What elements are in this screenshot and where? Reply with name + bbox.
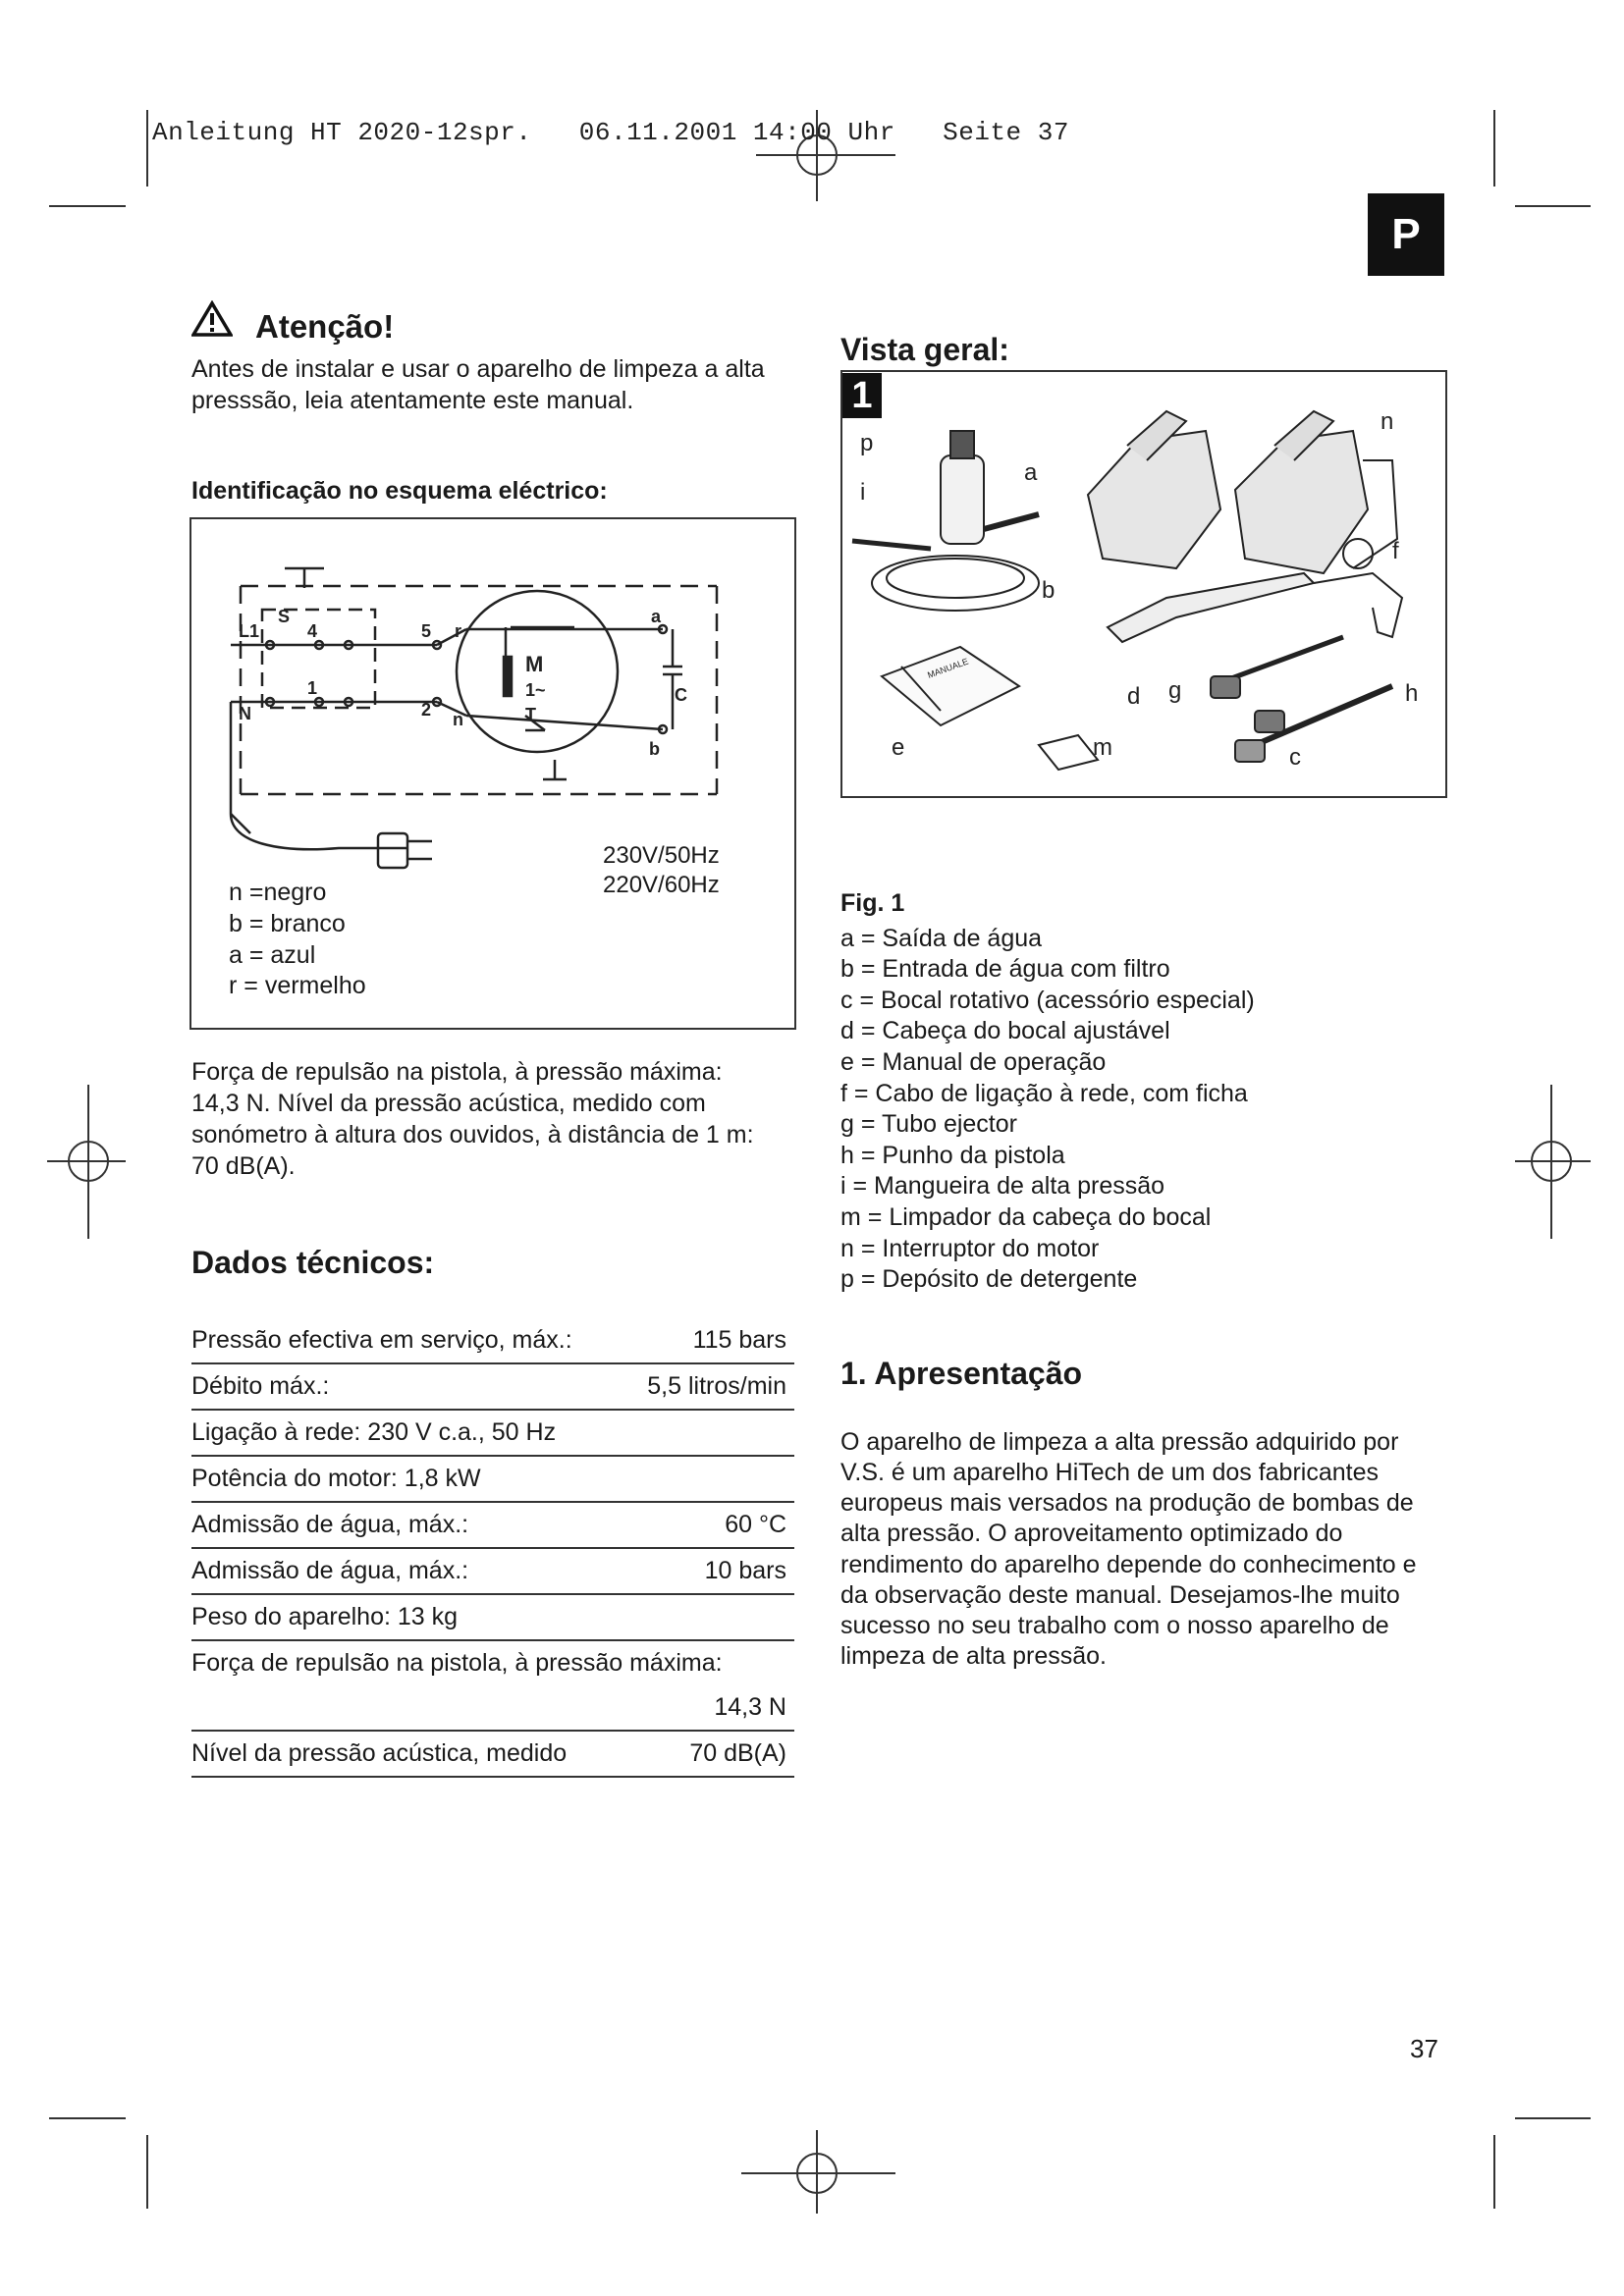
presentation-line-4: rendimento do aparelho depende do conhecimento e <box>840 1551 1417 1578</box>
scheme-label-N: N <box>239 704 251 723</box>
tech-label: Nível da pressão acústica, medido <box>191 1731 626 1777</box>
wire-legend-2: a = azul <box>229 941 316 969</box>
tech-value: 14,3 N <box>626 1685 794 1731</box>
callout-h: h <box>1405 680 1419 707</box>
tech-label: Ligação à rede: 230 V c.a., 50 Hz <box>191 1410 626 1456</box>
presentation-line-7: limpeza de alta pressão. <box>840 1642 1107 1670</box>
tech-label: Peso do aparelho: 13 kg <box>191 1594 626 1640</box>
tech-label: Débito máx.: <box>191 1363 626 1410</box>
scheme-label-b: b <box>649 739 660 759</box>
callout-n: n <box>1380 408 1394 435</box>
legend-item-h: h = Punho da pistola <box>840 1142 1065 1169</box>
legend-item-p: p = Depósito de detergente <box>840 1265 1138 1293</box>
presentation-line-0: O aparelho de limpeza a alta pressão adquirido por <box>840 1428 1399 1456</box>
legend-item-a: a = Saída de água <box>840 925 1043 952</box>
scheme-label-2: 2 <box>421 700 432 720</box>
tech-heading: Dados técnicos: <box>191 1245 435 1280</box>
table-row <box>191 1548 794 1594</box>
repulsion-line-0: Força de repulsão na pistola, à pressão máxima: <box>191 1058 723 1086</box>
voltage-1: 230V/50Hz <box>603 842 720 869</box>
scheme-label-s: S <box>278 607 291 626</box>
fig-legend-title: Fig. 1 <box>840 889 905 917</box>
table-row <box>191 1640 794 1685</box>
table-row <box>191 1594 794 1640</box>
tech-value <box>626 1410 794 1456</box>
scheme-label-4: 4 <box>307 621 318 641</box>
legend-item-i: i = Mangueira de alta pressão <box>840 1172 1165 1200</box>
scheme-label-motor: M <box>525 652 544 676</box>
scheme-heading: Identificação no esquema eléctrico: <box>191 477 608 505</box>
warning-triangle-icon <box>191 300 233 338</box>
tech-label: Admissão de água, máx.: <box>191 1548 626 1594</box>
table-row <box>191 1731 794 1777</box>
legend-item-f: f = Cabo de ligação à rede, com ficha <box>840 1080 1248 1107</box>
callout-d: d <box>1127 683 1141 710</box>
presentation-line-3: alta pressão. O aproveitamento optimizado do <box>840 1520 1343 1547</box>
tech-table <box>191 1318 794 1778</box>
scheme-label-5: 5 <box>421 621 432 641</box>
legend-item-d: d = Cabeça do bocal ajustável <box>840 1017 1170 1044</box>
tech-label: Força de repulsão na pistola, à pressão máxima: <box>191 1649 723 1677</box>
scheme-label-phase: 1~ <box>525 680 546 700</box>
table-row <box>191 1363 794 1410</box>
legend-item-m: m = Limpador da cabeça do bocal <box>840 1203 1212 1231</box>
warning-title: Atenção! <box>255 308 395 345</box>
callout-p: p <box>860 430 874 456</box>
repulsion-line-1: 14,3 N. Nível da pressão acústica, medido com <box>191 1090 706 1117</box>
callout-a: a <box>1024 459 1038 486</box>
warning-text-2: presssão, leia atentamente este manual. <box>191 387 634 414</box>
scheme-label-r: r <box>455 621 462 641</box>
tech-label: Pressão efectiva em serviço, máx.: <box>191 1318 626 1363</box>
tech-value <box>626 1594 794 1640</box>
tech-value: 70 dB(A) <box>626 1731 794 1777</box>
presentation-line-2: europeus mais versados na produção de bombas de <box>840 1489 1414 1517</box>
presentation-line-5: da observação deste manual. Desejamos-lhe muito <box>840 1581 1400 1609</box>
tech-value <box>626 1456 794 1502</box>
figure-number-badge: 1 <box>842 373 882 418</box>
tech-value: 5,5 litros/min <box>626 1363 794 1410</box>
wire-legend-3: r = vermelho <box>229 972 366 999</box>
tech-value: 60 °C <box>626 1502 794 1548</box>
print-header: Anleitung HT 2020-12spr. 06.11.2001 14:00 Uhr Seite 37 <box>152 118 1069 147</box>
callout-i: i <box>860 479 866 506</box>
legend-item-c: c = Bocal rotativo (acessório especial) <box>840 987 1255 1014</box>
table-row <box>191 1410 794 1456</box>
legend-item-e: e = Manual de operação <box>840 1048 1107 1076</box>
tech-value: 115 bars <box>626 1318 794 1363</box>
callout-b: b <box>1042 577 1056 604</box>
manual-cover-label: MANUALE <box>926 656 970 680</box>
scheme-label-c: C <box>675 685 687 705</box>
presentation-line-1: V.S. é um aparelho HiTech de um dos fabricantes <box>840 1459 1379 1486</box>
tech-label: Potência do motor: 1,8 kW <box>191 1456 626 1502</box>
wire-legend-0: n =negro <box>229 879 327 906</box>
scheme-label-t: T <box>525 705 536 724</box>
callout-f: f <box>1392 538 1399 564</box>
table-row <box>191 1685 794 1731</box>
scheme-label-1: 1 <box>307 678 318 698</box>
callout-g: g <box>1168 677 1182 704</box>
pressure-washer-illustration <box>842 372 1441 792</box>
legend-item-b: b = Entrada de água com filtro <box>840 955 1170 983</box>
scheme-label-n: n <box>453 710 463 729</box>
table-row <box>191 1318 794 1363</box>
scheme-label-l1: L1 <box>239 621 260 641</box>
tech-value: 10 bars <box>626 1548 794 1594</box>
table-row <box>191 1456 794 1502</box>
overview-heading: Vista geral: <box>840 332 1009 367</box>
legend-item-g: g = Tubo ejector <box>840 1110 1017 1138</box>
scheme-label-a: a <box>651 607 662 626</box>
legend-item-n: n = Interruptor do motor <box>840 1235 1100 1262</box>
table-row <box>191 1502 794 1548</box>
wire-legend-1: b = branco <box>229 910 346 937</box>
callout-c: c <box>1289 744 1301 771</box>
tech-label: Admissão de água, máx.: <box>191 1502 626 1548</box>
callout-e: e <box>892 734 905 761</box>
voltage-2: 220V/60Hz <box>603 872 720 898</box>
page-number: 37 <box>1410 2034 1438 2063</box>
presentation-line-6: sucesso no seu trabalho com o nosso aparelho de <box>840 1612 1389 1639</box>
repulsion-line-3: 70 dB(A). <box>191 1152 296 1180</box>
callout-m: m <box>1093 734 1112 761</box>
tech-label <box>191 1685 626 1731</box>
repulsion-line-2: sonómetro à altura dos ouvidos, à distância de 1 m: <box>191 1121 754 1148</box>
presentation-heading: 1. Apresentação <box>840 1356 1083 1391</box>
language-tab: P <box>1368 193 1444 276</box>
warning-text-1: Antes de instalar e usar o aparelho de limpeza a alta <box>191 355 765 383</box>
